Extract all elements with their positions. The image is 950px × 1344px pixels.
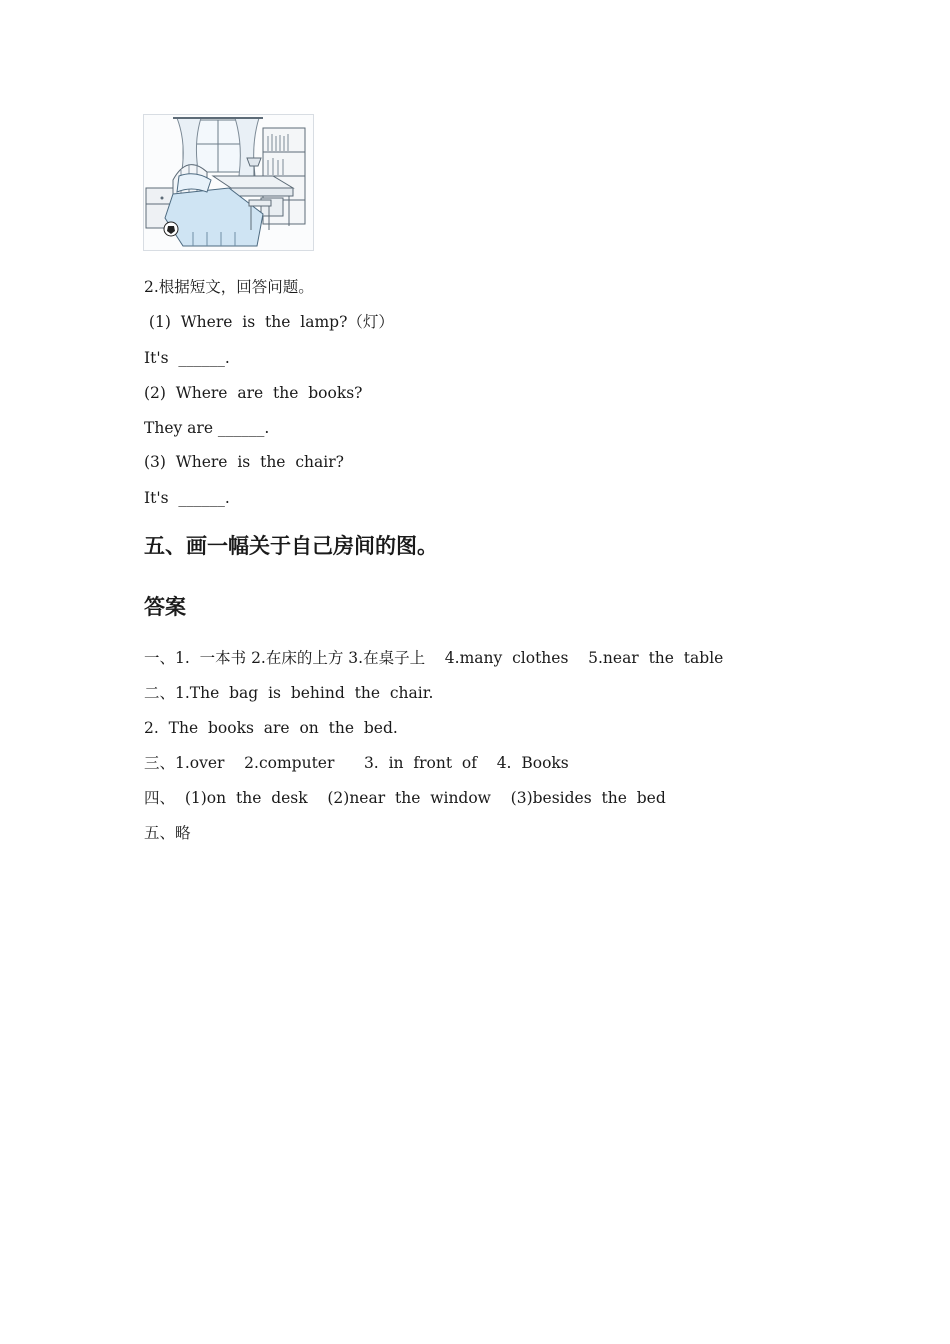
answer-line-6: 五、略 [144, 824, 191, 842]
answer-line-3: 2. The books are on the bed. [144, 719, 398, 737]
answer-line-4: 三、1.over 2.computer 3. in front of 4. Books [144, 754, 569, 772]
answer-blank-2: They are ______. [144, 419, 270, 437]
bedroom-illustration [143, 114, 314, 251]
answer-blank-3: It's ______. [144, 489, 230, 507]
answers-heading: 答案 [144, 595, 186, 619]
answer-line-5: 四、 (1)on the desk (2)near the window (3)besides the bed [144, 789, 666, 807]
question-2-3: (3) Where is the chair? [144, 453, 344, 471]
question-2-2: (2) Where are the books? [144, 384, 363, 402]
answer-blank-1: It's ______. [144, 349, 230, 367]
question-2-prompt: 2.根据短文，回答问题。 [144, 278, 314, 296]
answer-line-2: 二、1.The bag is behind the chair. [144, 684, 434, 702]
question-2-1: (1) Where is the lamp?（灯） [144, 313, 394, 331]
answer-line-1: 一、1. 一本书 2.在床的上方 3.在桌子上 4.many clothes 5.near the table [144, 649, 724, 667]
section-5-heading: 五、画一幅关于自己房间的图。 [144, 534, 438, 558]
